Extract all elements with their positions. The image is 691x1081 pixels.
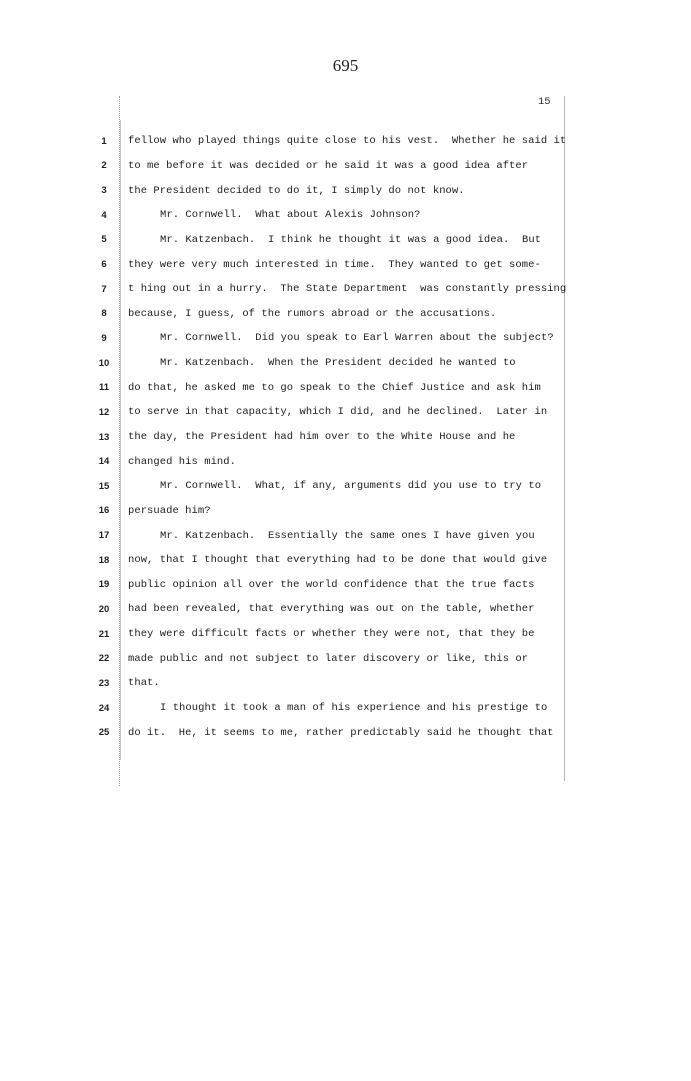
line-number: 23 (98, 677, 110, 689)
transcript-line (0, 425, 691, 450)
transcript-line (0, 351, 691, 376)
line-text: to me before it was decided or he said it was a good idea after (128, 159, 529, 172)
line-text: that. (128, 677, 160, 690)
transcript-line (0, 154, 691, 179)
transcript-line (0, 671, 691, 696)
line-text: do it. He, it seems to me, rather predictably said he thought that (128, 726, 554, 739)
transcript-line (0, 228, 691, 253)
line-text: I thought it took a man of his experience and his prestige to (160, 702, 548, 715)
line-text: public opinion all over the world confidence that the true facts (128, 578, 535, 591)
line-number: 6 (101, 259, 107, 271)
line-number: 18 (98, 554, 110, 566)
line-number: 7 (101, 283, 107, 295)
line-number: 4 (101, 209, 107, 221)
line-text: they were difficult facts or whether they were not, that they be (128, 628, 535, 641)
transcript-line (0, 375, 691, 400)
transcript-line (0, 252, 691, 277)
transcript-line (0, 646, 691, 671)
transcript-line (0, 548, 691, 573)
line-number: 21 (98, 628, 110, 640)
line-number: 24 (98, 702, 110, 714)
line-text: because, I guess, of the rumors abroad or the accusations. (128, 307, 497, 320)
line-text: now, that I thought that everything had to be done that would give (128, 554, 548, 567)
line-text: to serve in that capacity, which I did, and he declined. Later in (128, 406, 548, 419)
transcript-line (0, 523, 691, 548)
transcript-line (0, 203, 691, 228)
transcript-body (0, 129, 691, 745)
line-text: the day, the President had him over to the White House and he (128, 431, 516, 443)
transcript-line (0, 178, 691, 203)
page-number: 695 (332, 56, 359, 75)
line-text: the President decided to do it, I simply do not know. (128, 184, 465, 197)
line-number: 2 (101, 160, 107, 172)
line-number: 8 (101, 308, 107, 320)
transcript-line (0, 326, 691, 351)
line-number: 10 (98, 357, 110, 369)
line-number: 1 (101, 135, 107, 147)
line-number: 11 (98, 382, 110, 394)
transcript-line (0, 597, 691, 622)
line-text: made public and not subject to later discovery or like, this or (128, 652, 529, 665)
transcript-line (0, 622, 691, 647)
sheet-number: 15 (538, 96, 551, 108)
line-text: Mr. Katzenbach. I think he thought it was a good idea. But (160, 233, 542, 246)
line-number: 19 (98, 579, 110, 591)
transcript-line (0, 696, 691, 721)
line-number: 13 (98, 431, 110, 443)
transcript-line (0, 129, 691, 154)
line-text: changed his mind. (128, 455, 236, 468)
line-text: they were very much interested in time. They wanted to get some- (128, 258, 541, 271)
line-number: 20 (98, 603, 110, 615)
transcript-line (0, 400, 691, 425)
line-number: 9 (101, 332, 107, 344)
line-number: 25 (98, 727, 110, 739)
transcript-line (0, 301, 691, 326)
line-text: Mr. Katzenbach. When the President decided he wanted to (160, 357, 516, 370)
line-number: 12 (98, 406, 110, 418)
line-text: had been revealed, that everything was out on the table, whether (128, 603, 535, 616)
line-number: 17 (98, 530, 110, 542)
transcript-line (0, 277, 691, 302)
line-text: Mr. Cornwell. What, if any, arguments did you use to try to (160, 480, 542, 493)
transcript-line (0, 720, 691, 745)
transcript-line (0, 474, 691, 499)
line-number: 15 (98, 480, 110, 492)
line-number: 16 (98, 505, 110, 517)
transcript-line (0, 499, 691, 524)
line-text: Mr. Cornwell. Did you speak to Earl Warren about the subject? (160, 332, 554, 345)
line-text: Mr. Cornwell. What about Alexis Johnson? (160, 209, 421, 222)
transcript-line (0, 449, 691, 474)
line-text: t hing out in a hurry. The State Department was constantly pressing (128, 283, 567, 296)
line-text: fellow who played things quite close to his vest. Whether he said it (128, 135, 567, 148)
line-text: Mr. Katzenbach. Essentially the same ones I have given you (160, 529, 535, 542)
line-number: 14 (98, 456, 110, 468)
line-number: 3 (101, 185, 107, 197)
transcript-line (0, 573, 691, 598)
line-number: 5 (101, 234, 107, 246)
line-number: 22 (98, 653, 110, 665)
line-text: do that, he asked me to go speak to the Chief Justice and ask him (128, 381, 541, 394)
line-text: persuade him? (128, 504, 211, 517)
